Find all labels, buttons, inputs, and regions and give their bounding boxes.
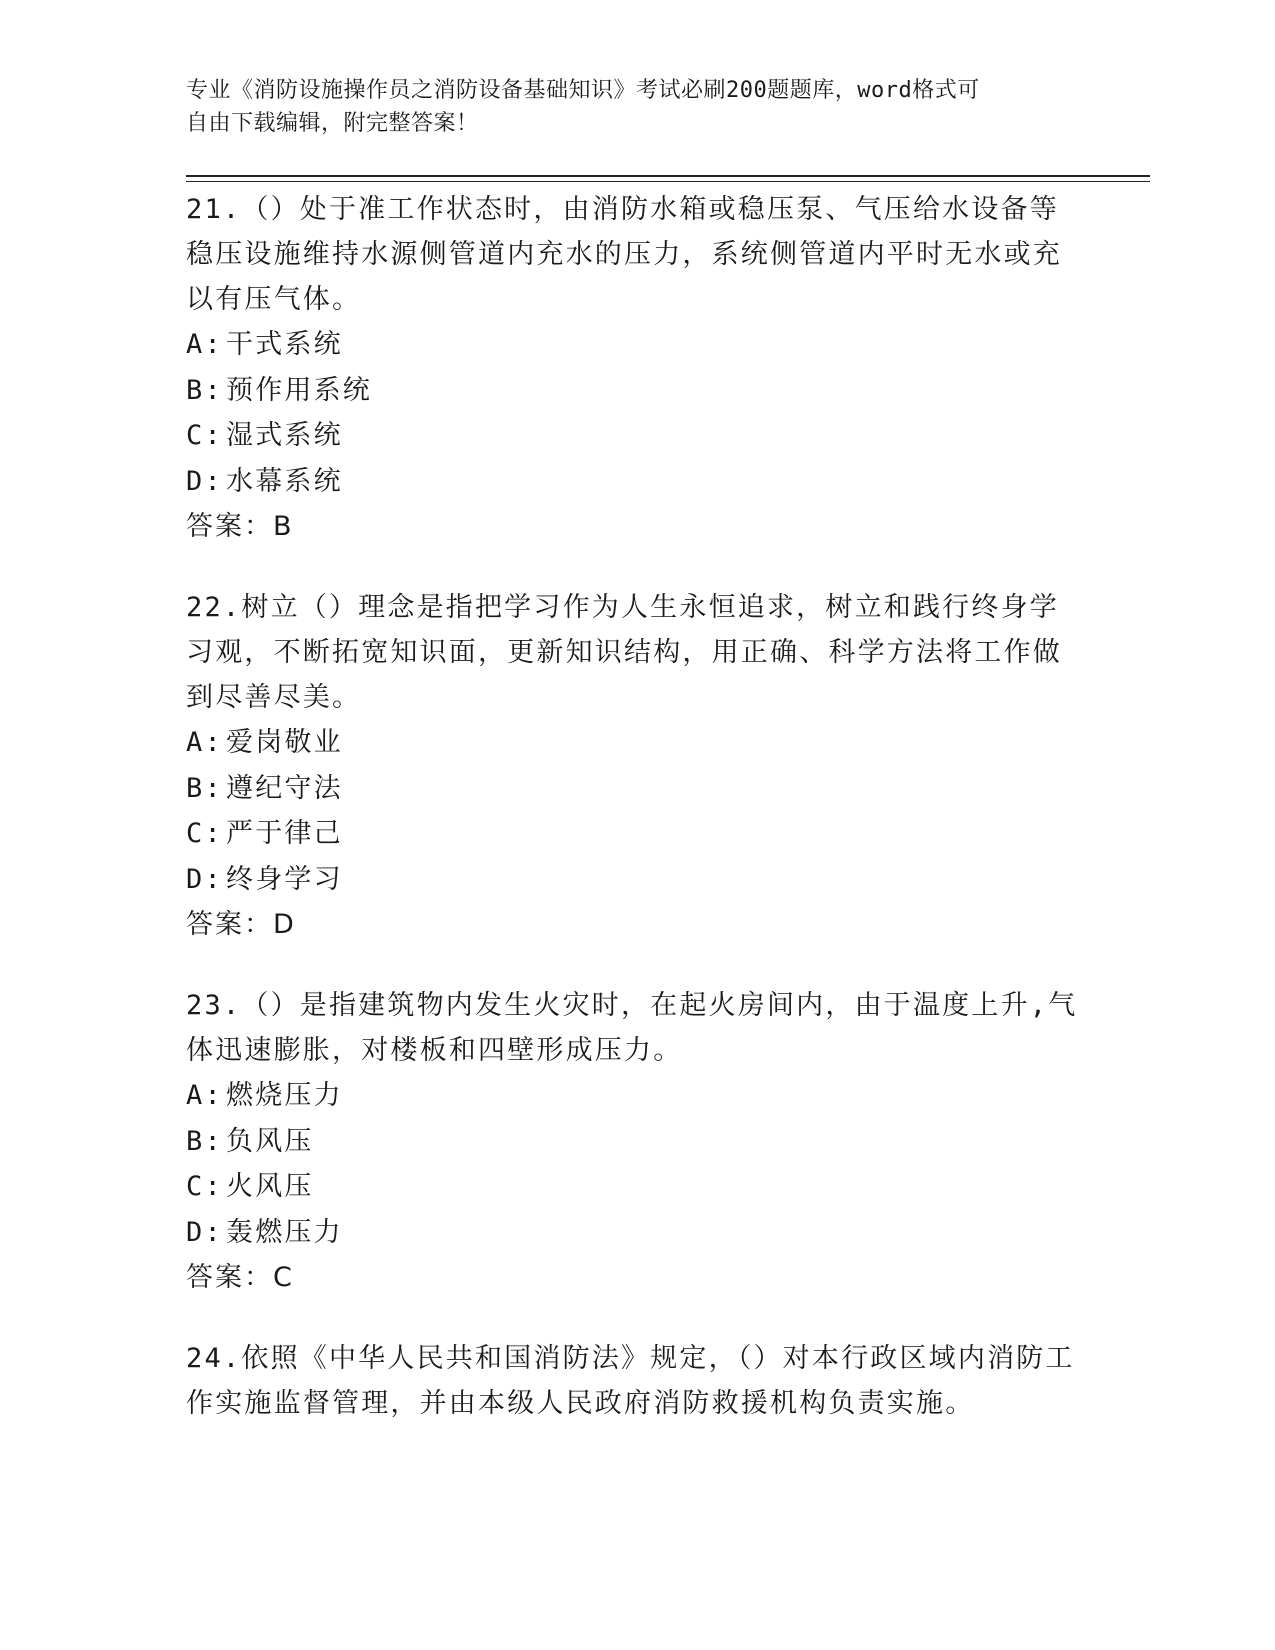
- header-title-line-2: 自由下载编辑，附完整答案！: [186, 111, 479, 136]
- option-key: B:: [186, 772, 223, 804]
- answer-line: 答案：B: [186, 511, 294, 542]
- question-24: [186, 1336, 1086, 1426]
- option-text: 负风压: [226, 1125, 314, 1157]
- option-text: 预作用系统: [226, 374, 372, 406]
- option-key: B:: [186, 374, 223, 406]
- answer-line: 答案：D: [186, 909, 296, 940]
- option-b: [186, 368, 1086, 414]
- option-text: 湿式系统: [226, 420, 343, 451]
- option-a: [186, 1073, 1086, 1119]
- option-b: [186, 766, 1086, 812]
- option-key: C:: [186, 818, 223, 849]
- header-divider-thin: [186, 181, 1150, 182]
- option-a: [186, 322, 1086, 368]
- option-c: [186, 413, 1086, 459]
- option-text: 终身学习: [226, 863, 343, 895]
- option-key: D:: [186, 465, 223, 497]
- option-text: 火风压: [226, 1171, 314, 1202]
- option-key: A:: [186, 329, 223, 360]
- option-d: [186, 1210, 1086, 1256]
- question-text: 21.（）处于准工作状态时，由消防水箱或稳压泵、气压给水设备等稳压设施维持水源侧管道内充水的压力，系统侧管道内平时无水或充以有压气体。: [186, 194, 1062, 315]
- option-d: [186, 857, 1086, 903]
- option-text: 干式系统: [226, 329, 343, 360]
- header-title-line-1: 专业《消防设施操作员之消防设备基础知识》考试必刷200题题库，word格式可: [186, 78, 980, 103]
- option-key: C:: [186, 420, 223, 451]
- option-d: [186, 459, 1086, 505]
- option-key: D:: [186, 863, 223, 895]
- option-text: 燃烧压力: [226, 1080, 343, 1111]
- option-text: 严于律己: [226, 818, 343, 849]
- question-list: [186, 187, 1086, 1462]
- option-b: [186, 1119, 1086, 1165]
- question-text: 22.树立（）理念是指把学习作为人生永恒追求，树立和践行终身学习观，不断拓宽知识面，更新知识结构，用正确、科学方法将工作做到尽善尽美。: [186, 592, 1062, 713]
- option-text: 轰燃压力: [226, 1216, 343, 1248]
- header-divider-thick: [186, 175, 1150, 177]
- option-a: [186, 720, 1086, 766]
- document-header: [186, 74, 1066, 140]
- option-text: 爱岗敬业: [226, 727, 343, 758]
- option-c: [186, 811, 1086, 857]
- option-key: A:: [186, 727, 223, 758]
- option-key: B:: [186, 1125, 223, 1157]
- option-text: 水幕系统: [226, 465, 343, 497]
- question-text: 23.（）是指建筑物内发生火灾时，在起火房间内，由于温度上升,气体迅速膨胀，对楼板和四壁形成压力。: [186, 990, 1078, 1066]
- option-key: C:: [186, 1171, 223, 1202]
- question-21: [186, 187, 1086, 549]
- option-c: [186, 1164, 1086, 1210]
- option-key: D:: [186, 1216, 223, 1248]
- question-text: 24.依照《中华人民共和国消防法》规定，（）对本行政区域内消防工作实施监督管理，并由本级人民政府消防救援机构负责实施。: [186, 1343, 1075, 1419]
- option-text: 遵纪守法: [226, 772, 343, 804]
- option-key: A:: [186, 1080, 223, 1111]
- question-23: [186, 983, 1086, 1300]
- answer-line: 答案：C: [186, 1262, 294, 1293]
- question-22: [186, 585, 1086, 947]
